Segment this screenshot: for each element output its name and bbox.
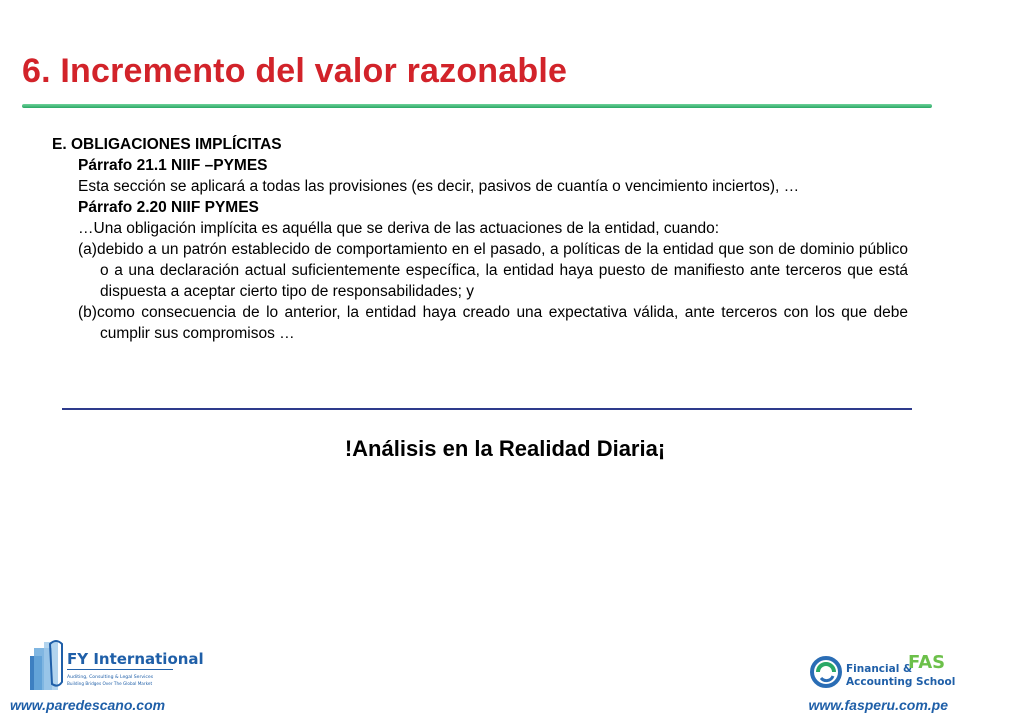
paragraph-1: Esta sección se aplicará a todas las provisiones (es decir, pasivos de cuantía o vencimiento inciertos), …: [78, 178, 800, 195]
content-divider: [62, 408, 912, 410]
section-heading: E. OBLIGACIONES IMPLÍCITAS: [52, 136, 282, 153]
logo-left-name: FY International: [67, 650, 204, 668]
logo-right-line-1: Financial &: [846, 663, 913, 675]
left-website-url[interactable]: www.paredescano.com: [10, 697, 166, 713]
title-divider: [22, 104, 932, 108]
reference-1: Párrafo 21.1 NIIF –PYMES: [78, 157, 268, 174]
logo-right-mark: FAS: [908, 652, 946, 673]
slide-title: 6. Incremento del valor razonable: [22, 52, 568, 90]
fas-logo: [808, 648, 956, 692]
reference-2: Párrafo 2.20 NIIF PYMES: [78, 199, 259, 216]
list-item-b: (b)como consecuencia de lo anterior, la entidad haya creado una expectativa válida, ante terceros con los que debe cumplir sus compromisos …: [78, 304, 908, 342]
content-block: [52, 134, 908, 344]
logo-left-tagline-1: Auditing, Consulting & Legal Services: [67, 675, 154, 680]
fy-international-logo: [30, 638, 204, 694]
analysis-heading: !Análisis en la Realidad Diaria¡: [344, 436, 666, 461]
logo-left-tagline-2: Building Bridges Over The Global Market: [67, 681, 153, 686]
paragraph-2: …Una obligación implícita es aquélla que se deriva de las actuaciones de la entidad, cuando:: [78, 220, 720, 237]
right-website-url[interactable]: www.fasperu.com.pe: [808, 697, 948, 713]
list-item-a: (a)debido a un patrón establecido de comportamiento en el pasado, a políticas de la entidad que son de dominio público o a una declaración actual suficientemente específica, la entidad haya puesto de manifiesto ante terceros que está dispuesta a aceptar cierto tipo de responsabilidades; y: [78, 241, 908, 300]
logo-right-line-2: Accounting School: [846, 676, 956, 688]
